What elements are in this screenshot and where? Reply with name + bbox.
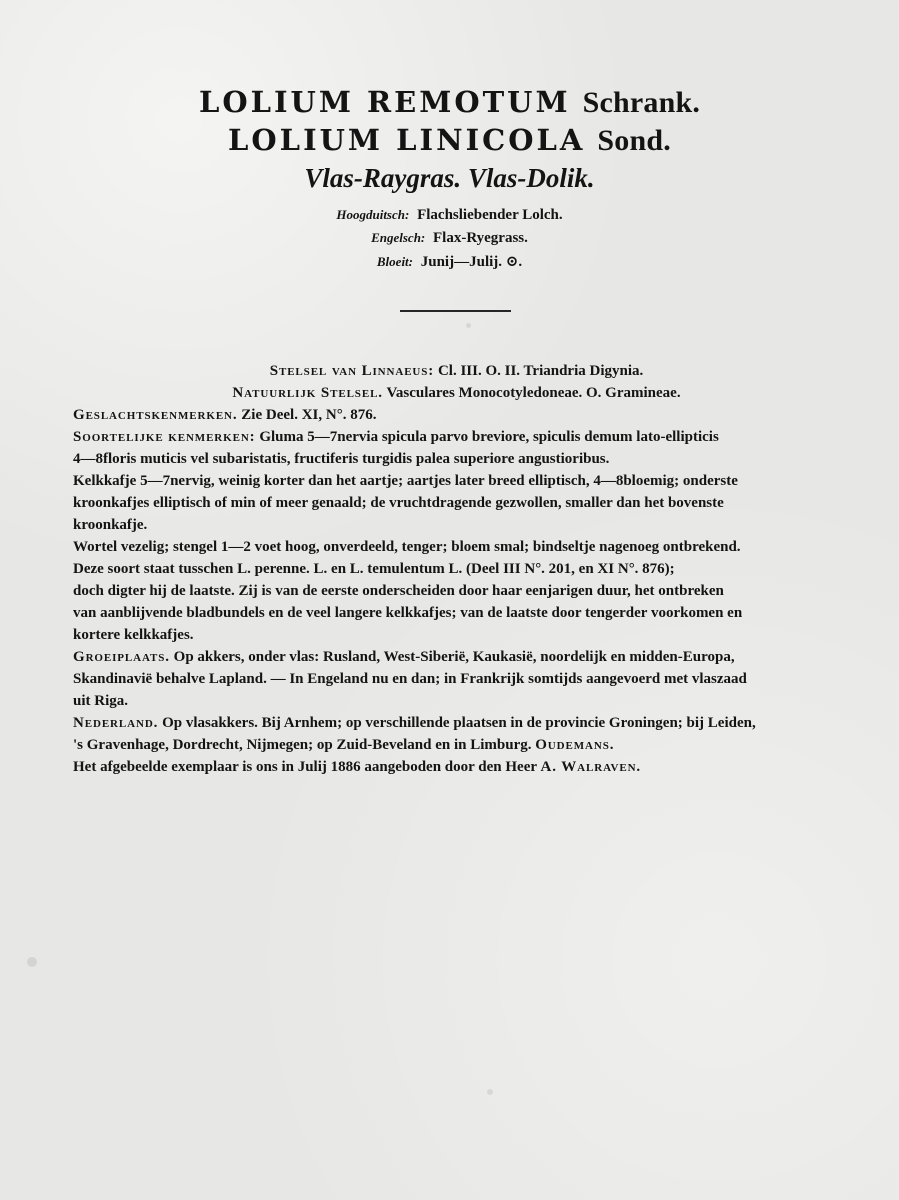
groeiplaats-line-1: [73, 646, 840, 668]
meta-row-english: [0, 227, 899, 250]
meta-label-flowering: Bloeit:: [376, 253, 413, 269]
paper-speck: [466, 323, 471, 328]
linnaeus-system-label: Stelsel van Linnaeus:: [269, 363, 435, 379]
document-header: [0, 85, 899, 274]
walraven-name: A. Walraven.: [540, 759, 642, 775]
kelkkafje-line-2: kroonkafjes elliptisch of min of meer genaald; de vruchtdragende gezwollen, smaller dan het bovenste: [73, 495, 724, 511]
species-title-line-1: [0, 85, 899, 126]
meta-label-english: Engelsch:: [371, 230, 426, 246]
paper-speck: [487, 1089, 493, 1095]
groeiplaats-line-3: uit Riga.: [73, 693, 129, 709]
wortel-line-3: doch digter hij de laatste. Zij is van de eerste onderscheiden door haar eenjarigen duur, het ontbreken: [73, 583, 724, 599]
paper-speck: [27, 957, 37, 967]
nederland-text-1: Op vlasakkers. Bij Arnhem; op verschillende plaatsen in de provincie Groningen; bij Leiden,: [162, 715, 756, 731]
groeiplaats-text-1: Op akkers, onder vlas: Rusland, West-Siberië, Kaukasië, noordelijk en midden-Europa,: [173, 649, 735, 665]
document-body: [73, 360, 840, 778]
natural-system-value: Vasculares Monocotyledoneae. O. Gramineae.: [386, 385, 681, 401]
species-characteristics-paragraph: [73, 426, 840, 470]
wortel-line-1: Wortel vezelig; stengel 1—2 voet hoog, onverdeeld, tenger; bloem smal; bindseltje nagenoeg ontbrekend.: [73, 539, 741, 555]
species-characteristics-text-1: Gluma 5—7nervia spicula parvo breviore, spiculis demum lato-ellipticis: [259, 429, 719, 445]
species-characteristics-line-1: [73, 426, 840, 448]
kelkkafje-line-1: Kelkkafje 5—7nervig, weinig korter dan het aartje; aartjes later breed elliptisch, 4—8bloemig; onderste: [73, 473, 738, 489]
species-characteristics-label: Soortelijke kenmerken:: [73, 429, 256, 445]
wortel-line-4: van aanblijvende bladbundels en de veel langere kelkkafjes; van de laatste door tengerder voorkomen en: [73, 605, 743, 621]
nederland-text-2: 's Gravenhage, Dordrecht, Nijmegen; op Zuid-Beveland en in Limburg.: [73, 737, 532, 753]
nederland-label: Nederland.: [73, 715, 159, 731]
genus-characteristics-label: Geslachtskenmerken.: [73, 407, 238, 423]
linnaeus-system-value: Cl. III. O. II. Triandria Digynia.: [437, 363, 644, 379]
nederland-line-3: [73, 756, 840, 778]
meta-block: [0, 204, 899, 274]
nederland-line-2: [73, 734, 840, 756]
meta-value-german: Flachsliebender Lolch.: [417, 207, 563, 223]
meta-label-german: Hoogduitsch:: [336, 207, 410, 222]
oudemans-name: Oudemans.: [535, 737, 615, 753]
kelkkafje-line-3: kroonkafje.: [73, 517, 148, 533]
species-title-line-2: [0, 123, 899, 164]
natural-system-line: [73, 382, 840, 404]
groeiplaats-label: Groeiplaats.: [73, 649, 170, 665]
meta-row-german: [0, 204, 899, 227]
nederland-paragraph: [73, 712, 840, 778]
natural-system-label: Natuurlijk Stelsel.: [232, 385, 383, 401]
wortel-paragraph: [73, 536, 840, 646]
wortel-line-5: kortere kelkkafjes.: [73, 627, 194, 643]
meta-value-english: Flax-Ryegrass.: [433, 230, 528, 247]
groeiplaats-paragraph: [73, 646, 840, 712]
species-name-primary: LOLIUM REMOTUM: [198, 85, 571, 119]
linnaeus-system-line: [73, 360, 840, 382]
species-author-secondary: Sond.: [597, 124, 671, 157]
species-characteristics-line-2: 4—8floris muticis vel subaristatis, fructiferis turgidis palea superiore angustioribus.: [73, 451, 610, 467]
meta-value-flowering: Junij—Julij. ⊙.: [420, 253, 523, 270]
groeiplaats-line-2: Skandinavië behalve Lapland. — In Engeland nu en dan; in Frankrijk somtijds aangevoerd met vlaszaad: [73, 671, 747, 687]
section-divider: [400, 310, 511, 312]
species-name-secondary: LOLIUM LINICOLA: [228, 123, 586, 157]
genus-characteristics-value: Zie Deel. XI, N°. 876.: [241, 407, 377, 423]
wortel-line-2: Deze soort staat tusschen L. perenne. L. en L. temulentum L. (Deel III N°. 201, en XI N°. 876);: [73, 561, 675, 577]
species-author-primary: Schrank.: [582, 86, 701, 119]
genus-characteristics-line: [73, 404, 840, 426]
nederland-text-3: Het afgebeelde exemplaar is ons in Julij 1886 aangeboden door den Heer: [73, 759, 537, 775]
kelkkafje-paragraph: [73, 470, 840, 536]
common-name-title: Vlas-Raygras. Vlas-Dolik.: [304, 163, 595, 193]
nederland-line-1: [73, 712, 840, 734]
meta-row-flowering: [0, 251, 899, 274]
